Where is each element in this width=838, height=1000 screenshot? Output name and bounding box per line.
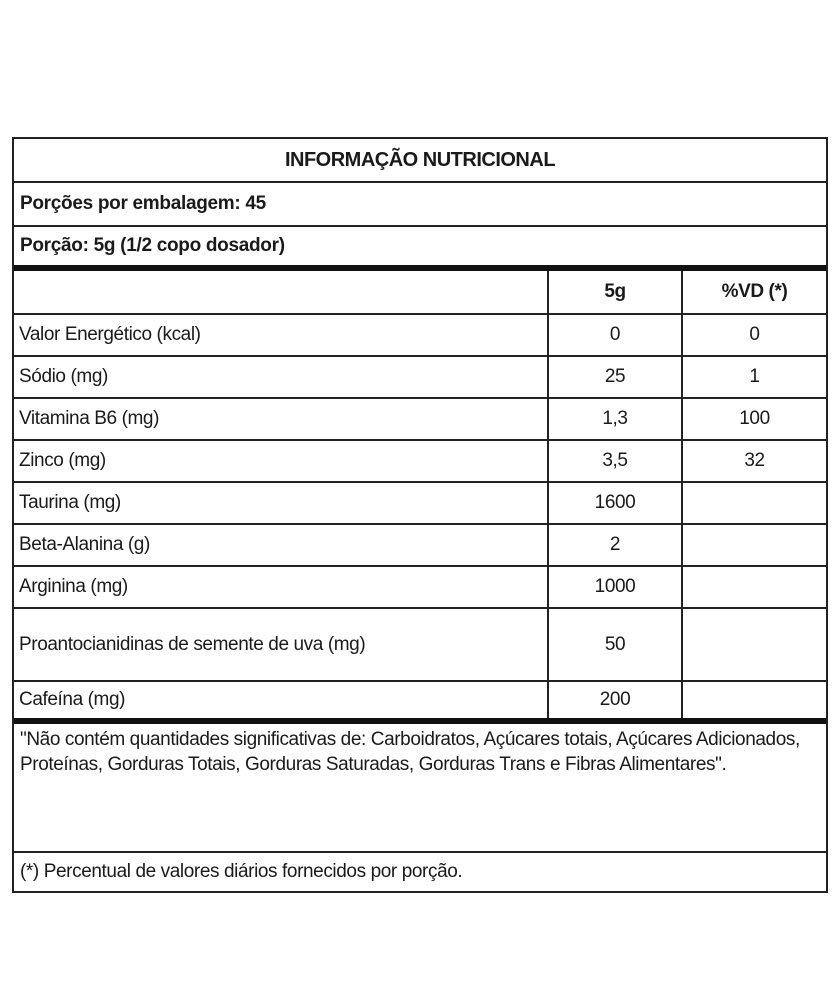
table-row bbox=[14, 440, 826, 482]
nutrient-amount: 0 bbox=[548, 314, 682, 356]
nutrient-amount: 200 bbox=[548, 681, 682, 721]
table-row bbox=[14, 681, 826, 721]
table-row bbox=[14, 566, 826, 608]
nutrient-daily-value bbox=[682, 681, 826, 721]
servings-per-package: Porções por embalagem: 45 bbox=[14, 183, 826, 227]
nutrient-amount: 2 bbox=[548, 524, 682, 566]
nutrient-daily-value bbox=[682, 482, 826, 524]
nutrient-name: Taurina (mg) bbox=[14, 482, 548, 524]
nutrient-amount: 25 bbox=[548, 356, 682, 398]
table-header-row bbox=[14, 271, 826, 314]
nutrient-amount: 1600 bbox=[548, 482, 682, 524]
label-title: INFORMAÇÃO NUTRICIONAL bbox=[14, 139, 826, 183]
nutrient-daily-value: 100 bbox=[682, 398, 826, 440]
nutrient-name: Vitamina B6 (mg) bbox=[14, 398, 548, 440]
nutrient-name: Beta-Alanina (g) bbox=[14, 524, 548, 566]
nutrition-facts-label bbox=[12, 137, 828, 893]
nutrient-daily-value bbox=[682, 608, 826, 681]
nutrient-name: Sódio (mg) bbox=[14, 356, 548, 398]
nutrient-daily-value bbox=[682, 566, 826, 608]
not-significant-footnote: "Não contém quantidades significativas de: Carboidratos, Açúcares totais, Açúcares Adicionados, Proteínas, Gorduras Totais, Gorduras Saturadas, Gorduras Trans e Fibras Alimentares". bbox=[14, 723, 826, 853]
header-nutrient bbox=[14, 271, 548, 314]
nutrient-daily-value bbox=[682, 524, 826, 566]
table-row bbox=[14, 608, 826, 681]
daily-value-footnote: (*) Percentual de valores diários fornecidos por porção. bbox=[20, 861, 463, 882]
serving-size: Porção: 5g (1/2 copo dosador) bbox=[14, 227, 826, 271]
table-row bbox=[14, 398, 826, 440]
nutrient-name: Valor Energético (kcal) bbox=[14, 314, 548, 356]
nutrient-name: Zinco (mg) bbox=[14, 440, 548, 482]
nutrient-name: Cafeína (mg) bbox=[14, 681, 548, 721]
nutrient-amount: 1000 bbox=[548, 566, 682, 608]
header-amount: 5g bbox=[548, 271, 682, 314]
nutrition-table bbox=[14, 271, 826, 724]
table-row bbox=[14, 314, 826, 356]
header-daily-value: %VD (*) bbox=[682, 271, 826, 314]
table-row bbox=[14, 482, 826, 524]
nutrient-daily-value: 32 bbox=[682, 440, 826, 482]
table-row bbox=[14, 524, 826, 566]
nutrient-amount: 3,5 bbox=[548, 440, 682, 482]
nutrient-name: Proantocianidinas de semente de uva (mg) bbox=[14, 608, 548, 681]
nutrient-daily-value: 1 bbox=[682, 356, 826, 398]
nutrient-amount: 50 bbox=[548, 608, 682, 681]
nutrient-name: Arginina (mg) bbox=[14, 566, 548, 608]
nutrient-amount: 1,3 bbox=[548, 398, 682, 440]
nutrient-daily-value: 0 bbox=[682, 314, 826, 356]
table-row bbox=[14, 356, 826, 398]
